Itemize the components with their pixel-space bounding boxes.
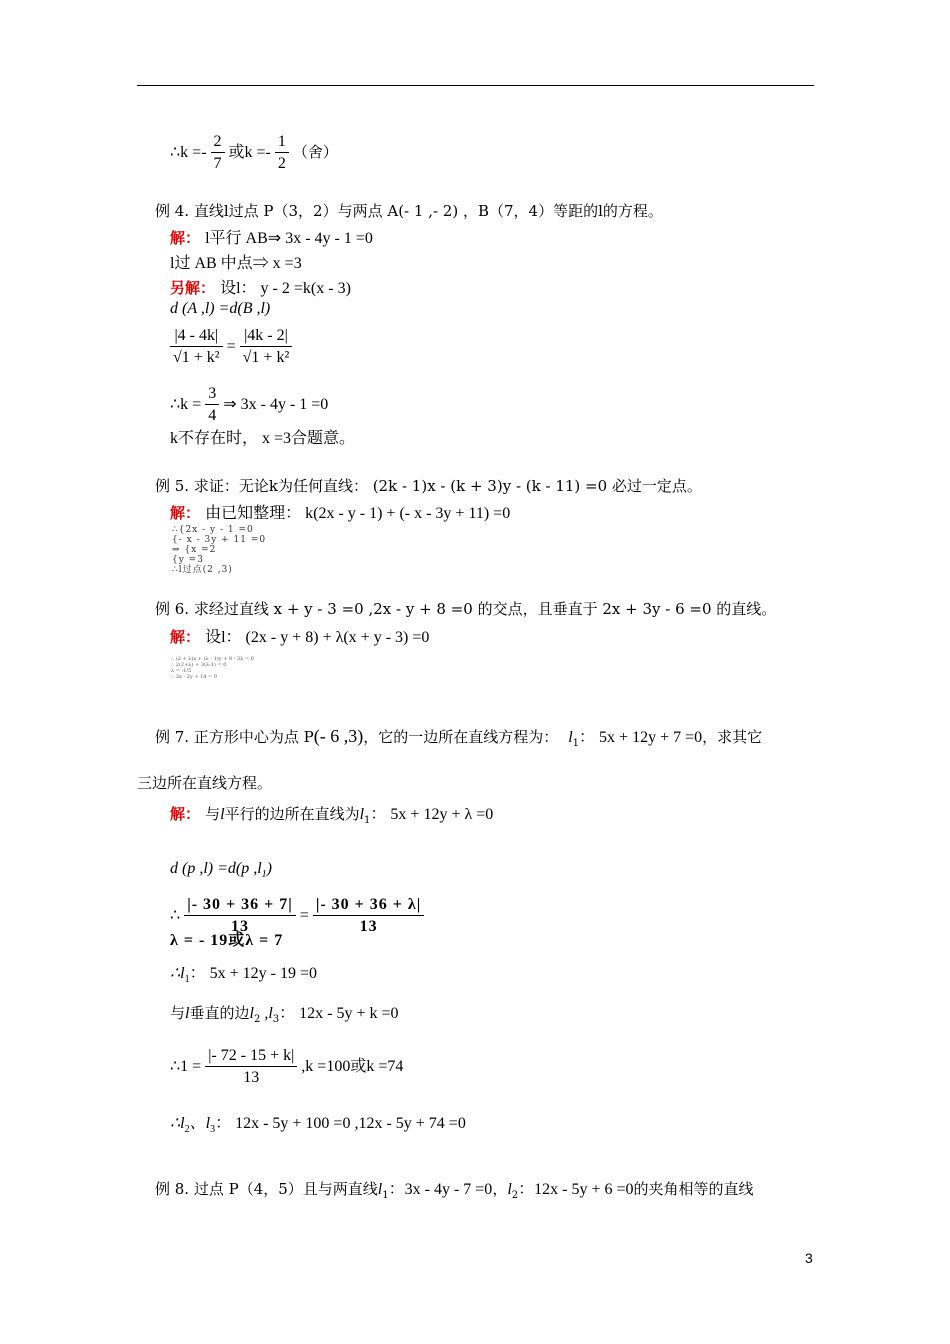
ex7-line8: $\therefore l_2$、$l_3$： 12x - 5y + 100 =0 ,12x - 5y + 74 =0 xyxy=(170,1115,466,1135)
ex6-line1 xyxy=(170,624,429,647)
page-number: 3 xyxy=(805,1250,813,1266)
ex8-title: 例 8. 过点 P（4，5）且与两直线$l_1$：3x - 4y - 7 =0，$l_2$：12x - 5y + 6 =0的夹角相等的直线 xyxy=(155,1180,754,1201)
frac-30-36-7: $\frac{|- 30 + 36 + 7|}{13}$ xyxy=(184,895,296,938)
ex7-line6: 与l垂直的边$l_2$ $,l_3$： 12x - 5y + k =0 xyxy=(170,1004,399,1025)
ex4-line6: k不存在时， x =3合题意。 xyxy=(170,430,356,447)
ex4-l1-text: l平行 AB⇒ 3x - 4y - 1 =0 xyxy=(205,230,373,247)
prev-answer-tail: （舍） xyxy=(292,145,338,162)
solution-label: 解： xyxy=(170,504,201,522)
ex6-title: 例 6. 求经过直线 x + y - 3 =0 ,2x - y + 8 =0 的交点，且垂直于 2x + 3y - 6 =0 的直线。 xyxy=(155,600,777,618)
ex5-line1 xyxy=(170,500,510,523)
frac-72-15-k: $\frac{|- 72 - 15 + k|}{13}$ xyxy=(205,1046,297,1089)
prev-answer xyxy=(170,132,338,175)
ex7-line3: ∴ $\frac{|- 30 + 36 + 7|}{13}$ = $\frac{|- 30 + 36 + \lambda|}{13}$ xyxy=(170,895,424,938)
ex7-line7: ∴1 = $\frac{|- 72 - 15 + k|}{13}$ ,k =100或k =74 xyxy=(170,1046,403,1089)
ex7-title-line2: 三边所在直线方程。 xyxy=(137,774,273,792)
ex4-title: 例 4. 直线l过点 P（3，2）与两点 A(- 1 ,- 2) ，B（7，4）等距的l的方程。 xyxy=(155,202,663,220)
ex5-blurred-system: ∴{2x - y - 1 =0 {- x - 3y + 11 =0 ⇒ {x =2 {y =3 ∴l过点(2 ,3) xyxy=(172,525,267,575)
prev-answer-lead: ∴k =- xyxy=(170,144,207,162)
ex4-l3-text: 设l： y - 2 =k(x - 3) xyxy=(220,280,351,297)
ex4-line2: l过 AB 中点⇒ x =3 xyxy=(170,255,302,272)
ex7-title: 例 7. 正方形中心为点 P(- 6 ,3)，它的一边所在直线方程为： $l_1$： 5x + 12y + 7 =0，求其它 xyxy=(155,726,763,749)
frac-left: $\frac{|4 - 4k|}{\text{√1 + k²}}$ xyxy=(170,326,223,369)
fraction-3-4: $\frac{3}{4}$ xyxy=(205,384,219,427)
ex4-line3 xyxy=(170,275,351,298)
ex7-line5: $\therefore l_1$： 5x + 12y - 19 =0 xyxy=(170,965,318,985)
ex4-equation: $\frac{|4 - 4k|}{\text{√1 + k²}}$ = $\frac{|4k - 2|}{\text{√1 + k²}}$ xyxy=(170,326,292,369)
frac-right: $\frac{|4k - 2|}{\text{√1 + k²}}$ xyxy=(240,326,293,369)
frac-30-36-lambda: $\frac{|- 30 + 36 + \lambda|}{13}$ xyxy=(313,895,424,938)
ex4-line4: d (A ,l) =d(B ,l) xyxy=(170,300,271,317)
ex4-line5: ∴k = $\frac{3}{4}$ ⇒ 3x - 4y - 1 =0 xyxy=(170,384,328,427)
ex7-line4: λ = - 19或λ = 7 xyxy=(170,932,284,949)
ex5-l1-text: 由已知整理： k(2x - y - 1) + (- x - 3y + 11) =0 xyxy=(205,505,511,522)
solution-label: 解： xyxy=(170,628,201,646)
solution-label: 解： xyxy=(170,229,201,247)
ex4-line1 xyxy=(170,225,373,248)
header-rule xyxy=(137,85,814,86)
ex7-line1: 解： 与l平行的边所在直线为$l_1$： 5x + 12y + λ =0 xyxy=(170,805,494,826)
ex5-title: 例 5. 求证：无论k为任何直线： (2k - 1)x - (k + 3)y - (k - 11) =0 必过一定点。 xyxy=(155,477,702,495)
solution-label: 解： xyxy=(170,805,201,823)
ex6-tiny-solution: ∴ (2 + λ)x + (λ - 1)y + 8 - 3λ = 0 ∴ 2(2+λ) + 3(λ-1) = 0 λ = -1/5 ∴ 3x - 2y + 14 = 0 xyxy=(171,656,254,680)
ex7-line2: d (p ,l) =d(p $,l_1$) xyxy=(170,860,272,880)
fraction-2-7: $\frac{2}{7}$ xyxy=(211,132,225,175)
prev-answer-mid: 或k =- xyxy=(228,144,271,162)
fraction-1-2: $\frac{1}{2}$ xyxy=(275,132,289,175)
alt-solution-label: 另解： xyxy=(170,279,216,297)
ex6-l1-text: 设l： (2x - y + 8) + λ(x + y - 3) =0 xyxy=(205,629,430,646)
